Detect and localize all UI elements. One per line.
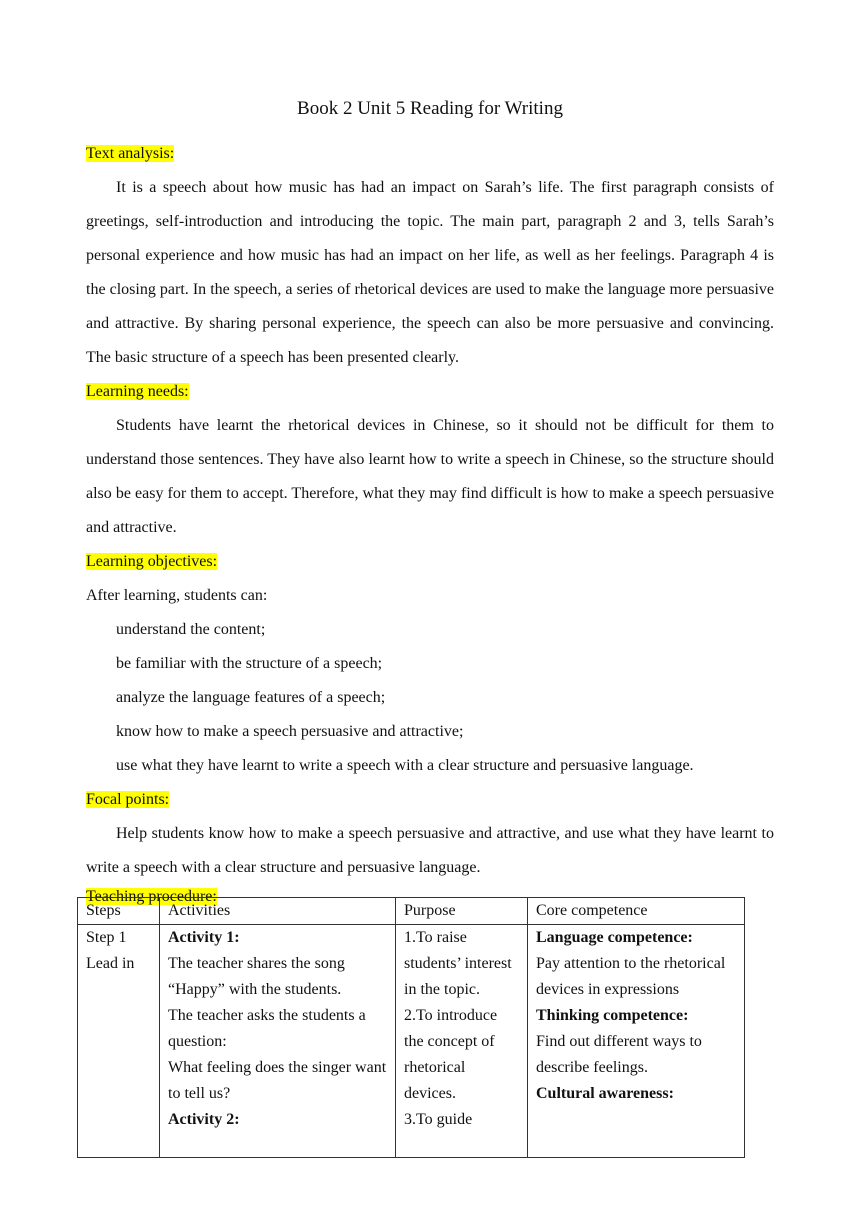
table-row <box>78 925 745 1158</box>
step-name: Lead in <box>86 955 135 972</box>
competence-cultural-title: Cultural awareness: <box>536 1085 674 1102</box>
activity-1-title: Activity 1: <box>168 929 240 946</box>
teaching-procedure-heading: Teaching procedure: <box>86 888 217 905</box>
learning-objectives-heading: Learning objectives: <box>86 553 218 570</box>
step-cell <box>78 925 160 1158</box>
text-analysis-paragraph: It is a speech about how music has had an impact on Sarah’s life. The first paragraph consists of greetings, self-introduction and introducing the topic. The main part, paragraph 2 and 3, tells Sarah’s personal experience and how music has had an impact on her life, as well as her feelings. Paragraph 4 is the closing part. In the speech, a series of rhetorical devices are used to make the language more persuasive and attractive. By sharing personal experience, the speech can also be more persuasive and convincing. The basic structure of a speech has been presented clearly. <box>86 179 774 366</box>
objective-item: analyze the language features of a speech; <box>116 689 386 706</box>
objective-item: be familiar with the structure of a speech; <box>116 655 383 672</box>
document-title: Book 2 Unit 5 Reading for Writing <box>297 98 563 119</box>
header-purpose: Purpose <box>396 898 528 925</box>
focal-points-paragraph: Help students know how to make a speech persuasive and attractive, and use what they have learnt to write a speech with a clear structure and persuasive language. <box>86 825 774 876</box>
step-label: Step 1 <box>86 929 127 946</box>
header-core-competence: Core competence <box>528 898 745 925</box>
purpose-item: 1.To raise students’ interest in the topic. <box>404 929 512 998</box>
activity-1-text: The teacher shares the song “Happy” with the students. <box>168 955 345 998</box>
competence-thinking-title: Thinking competence: <box>536 1007 689 1024</box>
objective-item: know how to make a speech persuasive and attractive; <box>116 723 464 740</box>
activities-cell <box>160 925 396 1158</box>
core-competence-cell <box>528 925 745 1158</box>
activity-1-question: What feeling does the singer want to tell us? <box>168 1059 387 1102</box>
competence-thinking-text: Find out different ways to describe feelings. <box>536 1033 702 1076</box>
learning-objectives-list <box>86 613 774 783</box>
document-body <box>86 137 774 909</box>
header-activities: Activities <box>160 898 396 925</box>
competence-language-title: Language competence: <box>536 929 693 946</box>
table-header-row <box>78 898 745 925</box>
purpose-cell <box>396 925 528 1158</box>
competence-language-text: Pay attention to the rhetorical devices in expressions <box>536 955 726 998</box>
learning-objectives-intro: After learning, students can: <box>86 587 268 604</box>
teaching-procedure-table <box>77 897 745 1158</box>
focal-points-heading: Focal points: <box>86 791 170 808</box>
header-steps: Steps <box>78 898 160 925</box>
objective-item: use what they have learnt to write a speech with a clear structure and persuasive language. <box>116 757 694 774</box>
objective-item: understand the content; <box>116 621 266 638</box>
activity-2-title: Activity 2: <box>168 1111 240 1128</box>
text-analysis-heading: Text analysis: <box>86 145 175 162</box>
purpose-item: 3.To guide <box>404 1111 473 1128</box>
activity-1-question-intro: The teacher asks the students a question: <box>168 1007 366 1050</box>
purpose-item: 2.To introduce the concept of rhetorical devices. <box>404 1007 498 1102</box>
learning-needs-heading: Learning needs: <box>86 383 189 400</box>
learning-needs-paragraph: Students have learnt the rhetorical devices in Chinese, so it should not be difficult for them to understand those sentences. They have also learnt how to write a speech in Chinese, so the structure should also be easy for them to accept. Therefore, what they may find difficult is how to make a speech persuasive and attractive. <box>86 417 774 536</box>
